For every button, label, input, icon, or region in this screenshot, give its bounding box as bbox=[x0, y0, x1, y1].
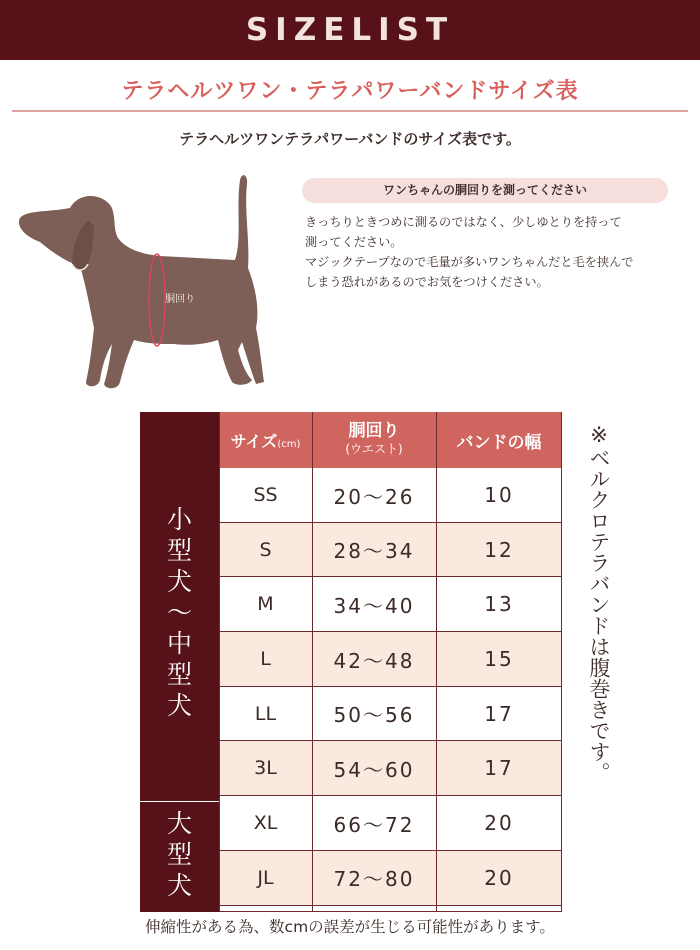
side-note: ※ベルクロテラバンドは腹巻きです。 bbox=[587, 423, 611, 783]
cell-size: JL bbox=[257, 866, 274, 889]
cell-width: 13 bbox=[484, 592, 514, 617]
header-size-label: サイズ bbox=[230, 431, 278, 451]
cell-width: 17 bbox=[484, 756, 514, 781]
table-row bbox=[219, 468, 562, 523]
cell-girth: 50〜56 bbox=[333, 703, 415, 728]
header-size bbox=[219, 412, 312, 468]
cell-girth: 72〜80 bbox=[333, 867, 415, 892]
measure-note-body bbox=[305, 212, 685, 292]
table-row bbox=[219, 796, 562, 851]
page-subtitle: テラヘルツワンテラパワーバンドのサイズ表です。 bbox=[179, 130, 521, 148]
measure-note-heading: ワンちゃんの胴回りを測ってください bbox=[302, 178, 668, 203]
size-table bbox=[140, 412, 562, 912]
dog-silhouette-icon bbox=[10, 168, 300, 408]
header-girth-sub: (ウエスト) bbox=[345, 442, 403, 456]
cell-size: XL bbox=[253, 812, 278, 835]
table-row bbox=[219, 523, 562, 578]
cell-width: 20 bbox=[484, 865, 514, 890]
measure-note-line: きっちりときつめに測るのではなく、少しゆとりを持って bbox=[305, 215, 622, 229]
cell-width: 10 bbox=[484, 483, 514, 507]
footer-note: 伸縮性がある為、数cmの誤差が生じる可能性があります。 bbox=[145, 918, 555, 936]
column-divider bbox=[219, 412, 220, 912]
header-girth-label: 胴回り bbox=[348, 421, 400, 441]
cell-size: M bbox=[257, 593, 274, 616]
title-divider bbox=[12, 110, 688, 112]
category-small-medium bbox=[140, 412, 219, 801]
header-title: SIZELIST bbox=[245, 12, 455, 48]
cell-width: 15 bbox=[484, 647, 514, 672]
cell-girth: 42〜48 bbox=[333, 648, 415, 673]
cell-size: LL bbox=[254, 702, 277, 725]
cell-girth: 66〜72 bbox=[333, 812, 415, 837]
cell-size: 3L bbox=[254, 757, 277, 780]
table-row bbox=[219, 851, 562, 906]
sizelist-header bbox=[0, 0, 700, 60]
header-girth bbox=[312, 412, 436, 468]
page-title: テラヘルツワン・テラパワーバンドサイズ表 bbox=[121, 79, 579, 104]
measure-note-line: マジックテープなので毛量が多いワンちゃんだと毛を挟んで bbox=[305, 255, 634, 269]
table-row bbox=[219, 577, 562, 632]
cell-width: 12 bbox=[484, 537, 514, 562]
category-small-medium-label: 小 型 犬 〜 中 型 犬 bbox=[166, 505, 192, 720]
cell-girth: 20〜26 bbox=[333, 484, 415, 509]
column-divider bbox=[312, 412, 313, 912]
cell-girth: 54〜60 bbox=[333, 757, 415, 782]
cell-size: SS bbox=[253, 484, 278, 506]
measure-note-line: しまう恐れがあるのでお気をつけください。 bbox=[305, 275, 549, 289]
cell-size: S bbox=[259, 538, 272, 561]
cell-width: 20 bbox=[484, 811, 514, 836]
measure-note-line: 測ってください。 bbox=[305, 235, 403, 249]
cell-width: 17 bbox=[484, 701, 514, 726]
category-large bbox=[140, 802, 219, 912]
header-size-unit: (cm) bbox=[277, 438, 301, 450]
cell-size: L bbox=[260, 648, 271, 671]
table-row bbox=[219, 632, 562, 687]
column-divider bbox=[436, 412, 437, 912]
table-header-row bbox=[219, 412, 562, 468]
cell-girth: 28〜34 bbox=[333, 539, 415, 564]
girth-label: 胴回り bbox=[165, 294, 195, 305]
table-body bbox=[219, 468, 562, 906]
table-row bbox=[219, 687, 562, 742]
category-large-label: 大 型 犬 bbox=[166, 809, 192, 900]
table-row bbox=[219, 741, 562, 796]
cell-girth: 34〜40 bbox=[333, 593, 415, 618]
header-band-width: バンドの幅 bbox=[456, 432, 542, 453]
